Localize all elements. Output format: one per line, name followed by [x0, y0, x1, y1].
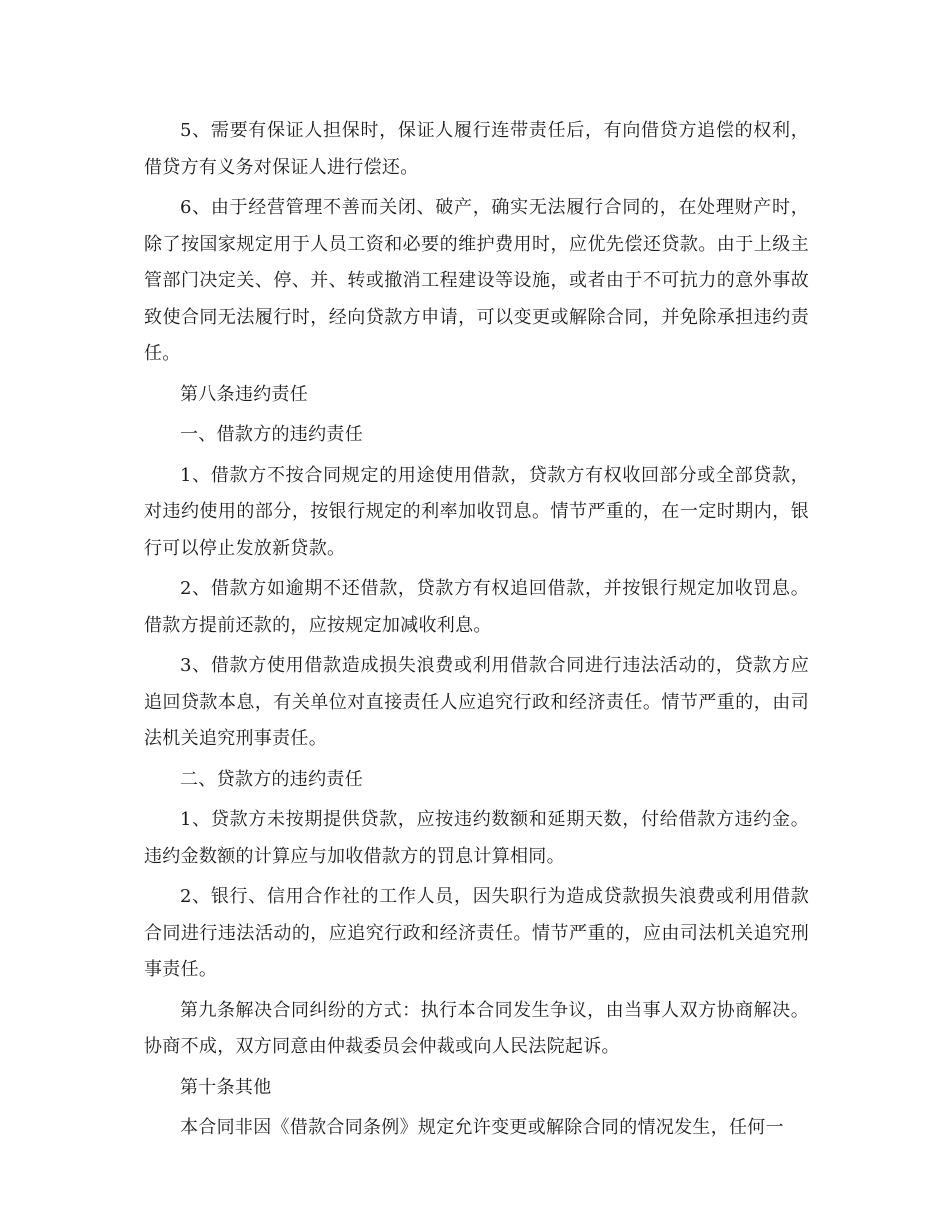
section-heading-article-9: 第九条解决合同纠纷的方式：执行本合同发生争议，由当事人双方协商解决。协商不成，双方同意由仲裁委员会仲裁或向人民法院起诉。: [144, 999, 809, 1057]
subheading-lender-liability: 二、贷款方的违约责任: [180, 768, 363, 790]
paragraph-staff-dereliction: 2、银行、信用合作社的工作人员，因失职行为造成贷款损失浪费或利用借款合同进行违法活动的，应追究行政和经济责任。情节严重的，应由司法机关追究刑事责任。: [144, 886, 809, 980]
subheading-borrower-liability: 一、借款方的违约责任: [180, 424, 363, 445]
paragraph-bankruptcy-clause: 6、由于经营管理不善而关闭、破产，确实无法履行合同的，在处理财产时，除了按国家规定用于人员工资和必要的维护费用时，应优先偿还贷款。由于上级主管部门决定关、停、并、转或撤消工程建设等设施，或者由于不可抗力的意外事故致使合同无法履行时，经向贷款方申请，可以变更或解除合同，并免除承担违约责任。: [144, 197, 809, 364]
paragraph-lender-late-loan: 1、贷款方未按期提供贷款，应按违约数额和延期天数，付给借款方违约金。违约金数额的计算应与加收借款方的罚息计算相同。: [144, 809, 809, 867]
document-body: [144, 113, 809, 1151]
section-heading-article-10: 第十条其他: [180, 1076, 272, 1098]
section-heading-article-8: 第八条违约责任: [180, 383, 309, 405]
paragraph-guarantor-recourse: 5、需要有保证人担保时，保证人履行连带责任后，有向借贷方追偿的权利，借贷方有义务对保证人进行偿还。: [144, 120, 809, 178]
paragraph-borrower-misuse: 1、借款方不按合同规定的用途使用借款，贷款方有权收回部分或全部贷款，对违约使用的部分，按银行规定的利率加收罚息。情节严重的，在一定时期内，银行可以停止发放新贷款。: [144, 464, 809, 559]
paragraph-other-terms: 本合同非因《借款合同条例》规定允许变更或解除合同的情况发生，任何一: [180, 1117, 784, 1138]
paragraph-borrower-overdue: 2、借款方如逾期不还借款，贷款方有权追回借款，并按银行规定加收罚息。借款方提前还款的，应按规定加减收利息。: [144, 578, 809, 636]
paragraph-borrower-illegal-activity: 3、借款方使用借款造成损失浪费或利用借款合同进行违法活动的，贷款方应追回贷款本息，有关单位对直接责任人应追究行政和经济责任。情节严重的，由司法机关追究刑事责任。: [144, 655, 809, 749]
